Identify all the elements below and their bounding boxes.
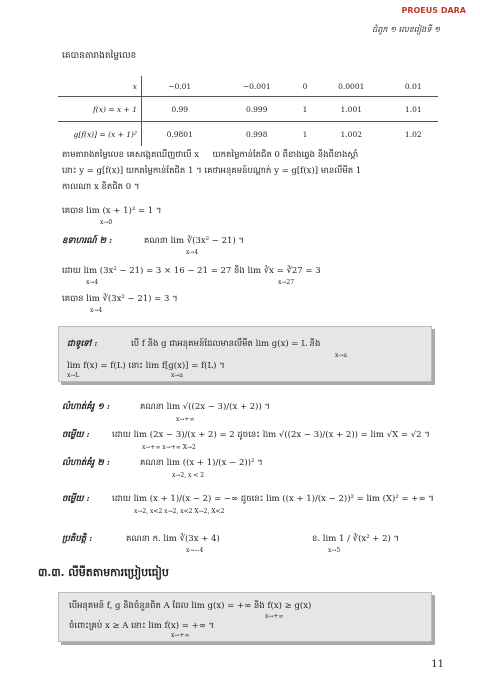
limit-subscript: x→2, x < 2 [172,472,205,479]
practice-item-a: គណនា ក. lim ∛(3x + 4) [126,534,220,544]
table-cell: 0 [296,76,314,97]
exercise-label: លំហាត់គំរូ ២ : [62,458,110,468]
exercise-text: គណនា lim √((2x − 3)/(x + 2)) ។ [140,402,271,412]
result-line: គេបាន lim ∛(3x² − 21) = 3 ។ [62,294,178,304]
table-cell: 0.999 [217,97,296,122]
limit-subscript: x→−4 [186,547,204,554]
table-cell: x [58,76,142,97]
exercise-text: គណនា lim ((x + 1)/(x − 2))² ។ [140,458,263,468]
box-text: បើអនុគមន៍ f, g និងចំនួនពិត A ដែល lim g(x) = +∞ និង f(x) ≥ g(x) [69,601,312,611]
comparison-rule-box [58,592,432,642]
limit-subscript: x→a [171,372,183,379]
limit-subscript: x→0 [100,219,113,226]
table-cell: 0.99 [142,97,218,122]
limit-subscript: x→+∞ [176,416,195,423]
limit-subscript: x→a [335,352,347,359]
page-number: 11 [431,659,444,670]
table-cell: 0.01 [389,76,438,97]
answer-text: ដោយ lim (2x − 3)/(x + 2) = 2 ដូចនេះ lim √((2x − 3)/(x + 2)) = lim √X = √2 ។ [112,430,430,440]
exercise-label: លំហាត់គំរូ ១ : [62,402,110,412]
watermark: PROEUS DARA [401,6,466,15]
answer-label: ចម្លើយ : [62,430,90,440]
limit-subscript: x→+∞ [265,613,284,620]
table-cell: 1 [302,129,308,139]
intro-text: គេបានតារាងតម្លៃលេខ [62,51,137,61]
answer-text: ដោយ lim (x + 1)/(x − 2) = −∞ ដូចនេះ lim ((x + 1)/(x − 2))² = lim (X)² = +∞ ។ [112,494,434,504]
running-header: ជំពូក ១ លេខរៀងទី ១ [372,25,440,34]
table-cell: 1 [296,97,314,122]
table-cell: 0.0001 [314,76,389,97]
limit-statement: គេបាន lim (x + 1)² = 1 ។ [62,206,162,216]
example-label: ឧទាហរណ៍ ២ : [62,236,113,246]
box-text: ចំពោះគ្រប់ x ≥ A នោះ lim f(x) = +∞ ។ [69,621,215,631]
table-cell: 1.01 [389,97,438,122]
paragraph-line: ដោយ lim (3x² − 21) = 3 × 16 − 21 = 27 និង lim ∛x = ∛27 = 3 [62,266,321,276]
table-cell: 1.001 [314,97,389,122]
table-cell: −0.01 [142,76,218,97]
limit-subscript: x→5 [328,547,341,554]
box-text: បើ f និង g ជាអនុគមន៍ដែលមានលីមីត lim g(x) = L និង [131,339,321,349]
box-label: ជាទូទៅ : [67,339,98,349]
table-cell: 0.9801 [166,129,193,139]
example-text: គណនា lim ∛(3x² − 21) ។ [144,236,245,246]
limit-subscript: x→L [67,372,80,379]
table-cell: g[f(x)] = (x + 1)² [58,122,142,147]
answer-label: ចម្លើយ : [62,494,90,504]
table-cell: 1.02 [404,129,422,139]
general-rule-box [58,326,432,382]
limit-subscript: x→4 [86,279,99,286]
table-row [58,122,438,147]
paragraph-line: នោះ y = g[f(x)] យកតម្លៃកាន់តែជិត 1 ។ គេថាអនុគមន៍បណ្តាក់ y = g[f(x)] មានលីមីត 1 [62,166,362,176]
paragraph-line: កាលណា x ខិតជិត 0 ។ [62,182,140,192]
table-cell: −0.001 [217,76,296,97]
limit-subscript: x→4 [90,307,103,314]
paragraph-line: តាមតារាងតម្លៃលេខ គេសង្កេតឃើញថាបើ x ​ ​ ​ ​ យកតម្លៃកាន់តែជិត 0 ពីខាងឆ្វេង និងពីខាងស្តាំ [62,150,359,160]
section-heading: ៣.៣. លីមីតតាមការប្រៀបធៀប [38,566,169,579]
table-cell: 1.002 [340,129,362,139]
limit-subscript: x→2, x<2 x→2, x<2 X→2, X<2 [134,508,225,515]
table-row [58,97,438,122]
limit-subscript: x→+∞ [171,632,190,639]
box-text: lim f(x) = f(L) នោះ lim f[g(x)] = f(L) ។ [67,361,225,371]
table-cell: f(x) = x + 1 [58,97,142,122]
table-row [58,76,438,97]
practice-item-b: ខ. lim 1 / ∛(x² + 2) ។ [312,534,400,544]
table-cell: 0.998 [246,129,268,139]
practice-label: ប្រតិបត្តិ : [62,534,93,544]
limit-subscript: x→+∞ x→+∞ X→2 [142,444,196,451]
values-table [58,76,438,146]
limit-subscript: x→4 [186,249,199,256]
limit-subscript: x→27 [278,279,295,286]
